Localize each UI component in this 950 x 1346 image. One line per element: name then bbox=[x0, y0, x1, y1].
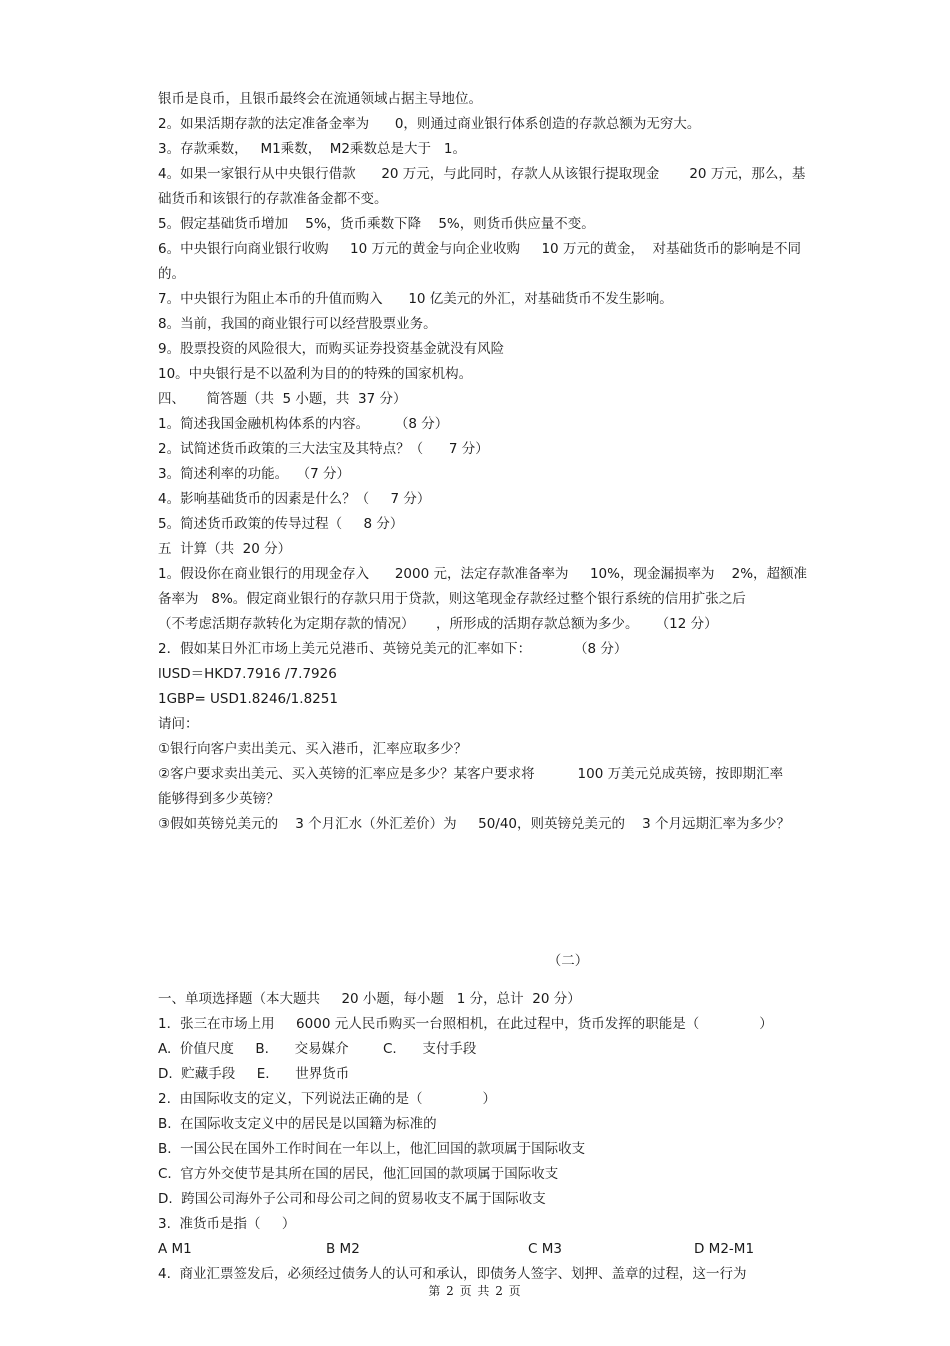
text-line: A. 价值尺度 B. 交易媒介 C. 支付手段 bbox=[158, 1041, 477, 1057]
text-line: lUSD＝HKD7.7916 /7.7926 bbox=[158, 666, 337, 682]
text-line: 四、 简答题（共 5 小题，共 37 分） bbox=[158, 391, 407, 407]
text-line: 3. 准货币是指（ ） bbox=[158, 1216, 296, 1232]
text-line: 2. 由国际收支的定义，下列说法正确的是（ ） bbox=[158, 1091, 497, 1107]
text-line: 4。如果一家银行从中央银行借款 20 万元，与此同时，存款人从该银行提取现金 20 万元，那么，基 bbox=[158, 166, 806, 182]
text-line: ②客户要求卖出美元、买入英镑的汇率应是多少？某客户要求将 100 万美元兑成英镑，按即期汇率 bbox=[158, 766, 784, 782]
part2-title: （二） bbox=[547, 952, 589, 969]
option-d: D M2-M1 bbox=[694, 1241, 755, 1257]
text-line: ①银行向客户卖出美元、买入港币，汇率应取多少？ bbox=[158, 741, 468, 757]
text-line: 8。当前，我国的商业银行可以经营股票业务。 bbox=[158, 316, 437, 332]
text-line: 2。试简述货币政策的三大法宝及其特点？（ 7 分） bbox=[158, 441, 489, 457]
page-footer: 第 2 页 共 2 页 bbox=[428, 1284, 522, 1298]
text-line: D. 跨国公司海外子公司和母公司之间的贸易收支不属于国际收支 bbox=[158, 1191, 546, 1207]
text-line: 2．假如某日外汇市场上美元兑港币、英镑兑美元的汇率如下： （8 分） bbox=[158, 641, 628, 657]
text-line: 备率为 8%。假定商业银行的存款只用于贷款，则这笔现金存款经过整个银行系统的信用扩张之后 bbox=[158, 591, 746, 607]
text-line: 1．张三在市场上用 6000 元人民币购买一台照相机，在此过程中，货币发挥的职能是（ ） bbox=[158, 1016, 773, 1032]
text-line: 1GBP= USD1.8246/1.8251 bbox=[158, 691, 338, 707]
text-line: 6。中央银行向商业银行收购 10 万元的黄金与向企业收购 10 万元的黄金， 对基础货币的影响是不同 bbox=[158, 241, 802, 257]
text-line: C. 官方外交使节是其所在国的居民，他汇回国的款项属于国际收支 bbox=[158, 1166, 559, 1182]
text-line: D. 贮藏手段 E. 世界货币 bbox=[158, 1066, 350, 1082]
text-line: ③假如英镑兑美元的 3 个月汇水（外汇差价）为 50/40，则英镑兑美元的 3 个月远期汇率为多少？ bbox=[158, 816, 791, 832]
text-line: 3。简述利率的功能。 （7 分） bbox=[158, 466, 351, 482]
text-line: 4。影响基础货币的因素是什么？（ 7 分） bbox=[158, 491, 431, 507]
text-line: 一、单项选择题（本大题共 20 小题，每小题 1 分，总计 20 分） bbox=[158, 991, 581, 1007]
text-line: 银币是良币，且银币最终会在流通领域占据主导地位。 bbox=[158, 91, 482, 107]
option-b: B M2 bbox=[326, 1241, 360, 1257]
text-line: 3。存款乘数， M1乘数， M2乘数总是大于 1。 bbox=[158, 141, 466, 157]
text-line: 4. 商业汇票签发后，必须经过债务人的认可和承认，即债务人签字、划押、盖章的过程，这一行为 bbox=[158, 1266, 747, 1282]
text-line: B. 在国际收支定义中的居民是以国籍为标准的 bbox=[158, 1116, 437, 1132]
text-line: （不考虑活期存款转化为定期存款的情况） ，所形成的活期存款总额为多少。 （12 分） bbox=[158, 616, 718, 632]
text-line: 2。如果活期存款的法定准备金率为 0，则通过商业银行体系创造的存款总额为无穷大。 bbox=[158, 116, 701, 132]
text-line: 础货币和该银行的存款准备金都不变。 bbox=[158, 191, 388, 207]
option-a: A M1 bbox=[158, 1241, 192, 1257]
text-line: 9。股票投资的风险很大，而购买证券投资基金就没有风险 bbox=[158, 341, 505, 357]
question3-options bbox=[158, 1237, 878, 1262]
option-c: C M3 bbox=[528, 1241, 562, 1257]
text-line: 的。 bbox=[158, 266, 185, 282]
part2-questions-a bbox=[158, 987, 878, 1237]
text-line: 10。中央银行是不以盈利为目的的特殊的国家机构。 bbox=[158, 366, 473, 382]
text-line: 请问： bbox=[158, 716, 199, 732]
part1-content bbox=[158, 87, 878, 837]
text-line: 5。简述货币政策的传导过程（ 8 分） bbox=[158, 516, 404, 532]
text-line: 1。假设你在商业银行的用现金存入 2000 元，法定存款准备率为 10%，现金漏损率为 2%，超额准 bbox=[158, 566, 808, 582]
text-line: 五 计算（共 20 分） bbox=[158, 541, 292, 557]
text-line: 5。假定基础货币增加 5%，货币乘数下降 5%，则货币供应量不变。 bbox=[158, 216, 595, 232]
text-line: 能够得到多少英镑？ bbox=[158, 791, 280, 807]
text-line: 7。中央银行为阻止本币的升值而购入 10 亿美元的外汇，对基础货币不发生影响。 bbox=[158, 291, 673, 307]
part2-content bbox=[158, 935, 878, 1287]
text-line: 1。简述我国金融机构体系的内容。 （8 分） bbox=[158, 416, 449, 432]
text-line: B. 一国公民在国外工作时间在一年以上，他汇回国的款项属于国际收支 bbox=[158, 1141, 586, 1157]
